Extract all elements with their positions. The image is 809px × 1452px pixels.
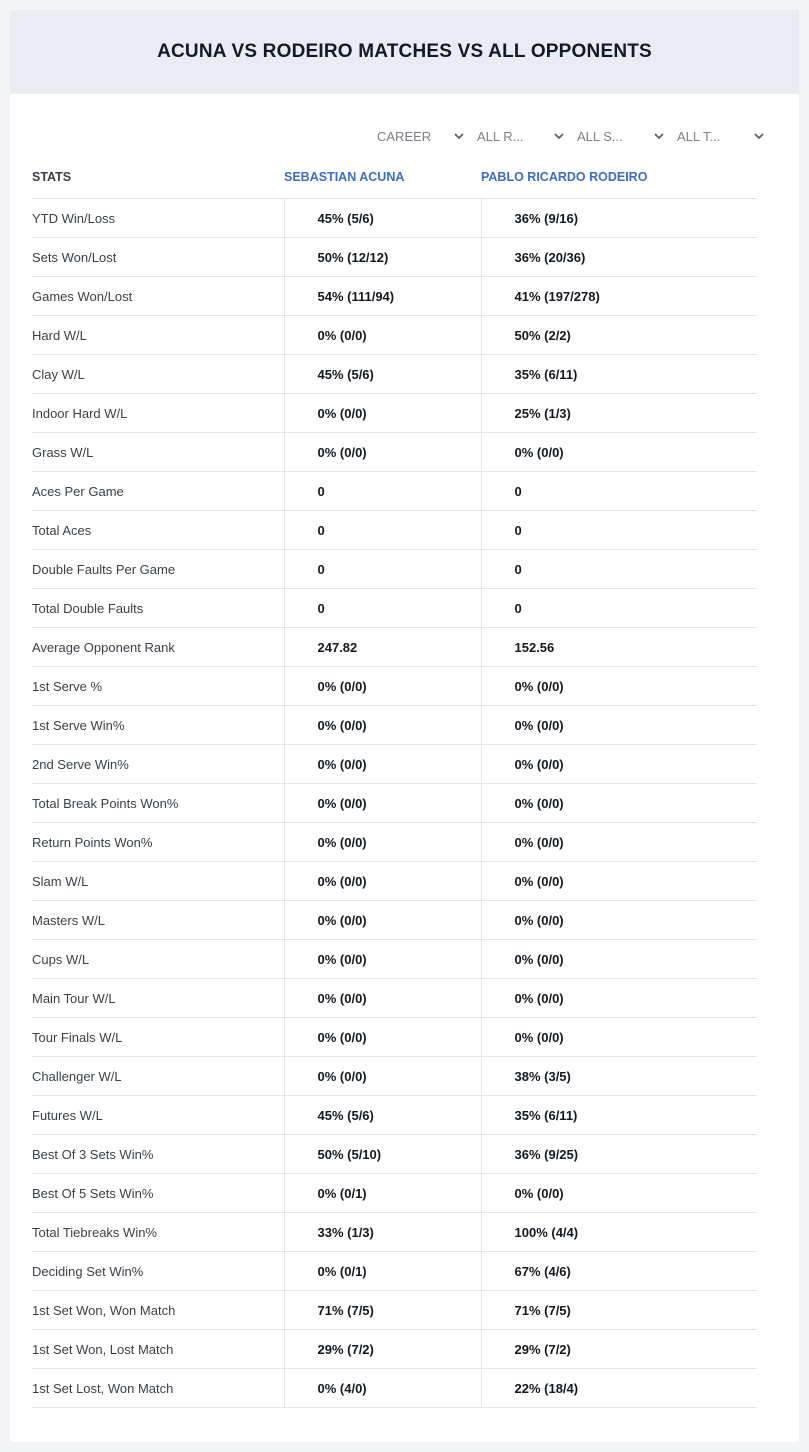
stat-label: Slam W/L	[32, 862, 284, 901]
player-2-value: 0	[481, 472, 757, 511]
filter-surface[interactable]	[567, 126, 667, 146]
player-1-value: 50% (5/10)	[284, 1135, 481, 1174]
player-2-value: 41% (197/278)	[481, 277, 757, 316]
player-1-value: 0% (0/0)	[284, 316, 481, 355]
column-header-player-2[interactable]: PABLO RICARDO RODEIRO	[481, 155, 757, 199]
player-1-value: 0% (0/1)	[284, 1252, 481, 1291]
player-2-value: 0	[481, 589, 757, 628]
table-row	[32, 238, 757, 277]
player-1-value: 0% (0/0)	[284, 901, 481, 940]
player-2-value: 0% (0/0)	[481, 745, 757, 784]
stat-label: Best Of 3 Sets Win%	[32, 1135, 284, 1174]
stat-label: Indoor Hard W/L	[32, 394, 284, 433]
player-2-value: 35% (6/11)	[481, 1096, 757, 1135]
player-1-value: 45% (5/6)	[284, 199, 481, 238]
player-2-value: 35% (6/11)	[481, 355, 757, 394]
player-1-value: 71% (7/5)	[284, 1291, 481, 1330]
stat-label: Sets Won/Lost	[32, 238, 284, 277]
player-2-value: 29% (7/2)	[481, 1330, 757, 1369]
player-1-value: 33% (1/3)	[284, 1213, 481, 1252]
table-row	[32, 628, 757, 667]
player-2-value: 152.56	[481, 628, 757, 667]
player-1-value: 0% (0/0)	[284, 940, 481, 979]
player-1-value: 50% (12/12)	[284, 238, 481, 277]
table-row	[32, 1291, 757, 1330]
player-1-value: 0% (0/0)	[284, 823, 481, 862]
player-2-value: 50% (2/2)	[481, 316, 757, 355]
player-1-value: 0	[284, 511, 481, 550]
player-2-value: 0% (0/0)	[481, 823, 757, 862]
table-row	[32, 940, 757, 979]
stat-label: 1st Set Won, Lost Match	[32, 1330, 284, 1369]
player-2-value: 71% (7/5)	[481, 1291, 757, 1330]
table-row	[32, 1213, 757, 1252]
page-title: ACUNA VS RODEIRO MATCHES VS ALL OPPONENTS	[157, 41, 652, 62]
stat-label: Return Points Won%	[32, 823, 284, 862]
player-2-value: 67% (4/6)	[481, 1252, 757, 1291]
table-row	[32, 589, 757, 628]
player-1-value: 54% (111/94)	[284, 277, 481, 316]
stat-label: 2nd Serve Win%	[32, 745, 284, 784]
column-header-player-1[interactable]: SEBASTIAN ACUNA	[284, 155, 481, 199]
filter-label: ALL R...	[477, 128, 524, 144]
stat-label: Clay W/L	[32, 355, 284, 394]
player-2-value: 0% (0/0)	[481, 1018, 757, 1057]
table-row	[32, 1135, 757, 1174]
player-1-value: 0	[284, 550, 481, 589]
player-1-value: 29% (7/2)	[284, 1330, 481, 1369]
player-2-value: 36% (9/25)	[481, 1135, 757, 1174]
table-row	[32, 1174, 757, 1213]
player-1-value: 0% (0/0)	[284, 979, 481, 1018]
player-1-value: 0% (0/0)	[284, 862, 481, 901]
filter-label: ALL S...	[577, 128, 623, 144]
stat-label: Games Won/Lost	[32, 277, 284, 316]
player-2-value: 0% (0/0)	[481, 940, 757, 979]
player-2-value: 25% (1/3)	[481, 394, 757, 433]
player-2-value: 0% (0/0)	[481, 979, 757, 1018]
table-row	[32, 667, 757, 706]
stat-label: Total Aces	[32, 511, 284, 550]
table-row	[32, 277, 757, 316]
player-1-value: 0% (0/0)	[284, 1057, 481, 1096]
stats-table	[32, 155, 757, 1408]
player-2-value: 0% (0/0)	[481, 1174, 757, 1213]
table-row	[32, 394, 757, 433]
stat-label: Aces Per Game	[32, 472, 284, 511]
stat-label: Total Tiebreaks Win%	[32, 1213, 284, 1252]
table-row	[32, 745, 757, 784]
stat-label: Deciding Set Win%	[32, 1252, 284, 1291]
table-row	[32, 472, 757, 511]
stat-label: Total Double Faults	[32, 589, 284, 628]
player-1-value: 0% (0/0)	[284, 667, 481, 706]
table-row	[32, 1018, 757, 1057]
table-row	[32, 1252, 757, 1291]
table-row	[32, 706, 757, 745]
player-1-value: 0	[284, 472, 481, 511]
filter-round[interactable]	[467, 126, 567, 146]
player-2-value: 0% (0/0)	[481, 433, 757, 472]
stat-label: Futures W/L	[32, 1096, 284, 1135]
stat-label: 1st Set Lost, Won Match	[32, 1369, 284, 1408]
table-row	[32, 1369, 757, 1408]
stat-label: Double Faults Per Game	[32, 550, 284, 589]
filter-label: CAREER	[377, 128, 432, 144]
stat-label: Main Tour W/L	[32, 979, 284, 1018]
filter-career[interactable]	[367, 126, 467, 146]
player-1-value: 0% (0/0)	[284, 784, 481, 823]
stat-label: 1st Serve Win%	[32, 706, 284, 745]
table-row	[32, 1096, 757, 1135]
stat-label: Masters W/L	[32, 901, 284, 940]
card-header	[10, 10, 799, 94]
table-row	[32, 199, 757, 238]
stat-label: 1st Serve %	[32, 667, 284, 706]
player-2-value: 38% (3/5)	[481, 1057, 757, 1096]
player-2-value: 100% (4/4)	[481, 1213, 757, 1252]
filter-label: ALL T...	[677, 128, 721, 144]
chevron-down-icon	[553, 130, 565, 142]
player-2-value: 0% (0/0)	[481, 667, 757, 706]
player-2-value: 22% (18/4)	[481, 1369, 757, 1408]
filter-tournament[interactable]	[667, 126, 767, 146]
player-1-value: 0% (0/0)	[284, 1018, 481, 1057]
table-row	[32, 784, 757, 823]
chevron-down-icon	[453, 130, 465, 142]
player-1-value: 0% (0/0)	[284, 745, 481, 784]
stat-label: Challenger W/L	[32, 1057, 284, 1096]
table-row	[32, 433, 757, 472]
stat-label: 1st Set Won, Won Match	[32, 1291, 284, 1330]
stat-label: Grass W/L	[32, 433, 284, 472]
stat-label: Average Opponent Rank	[32, 628, 284, 667]
player-2-value: 0	[481, 511, 757, 550]
table-row	[32, 1330, 757, 1369]
table-row	[32, 901, 757, 940]
player-1-value: 0% (0/0)	[284, 394, 481, 433]
table-row	[32, 1057, 757, 1096]
player-1-value: 0% (0/0)	[284, 706, 481, 745]
player-1-value: 247.82	[284, 628, 481, 667]
chevron-down-icon	[753, 130, 765, 142]
player-1-value: 0% (0/1)	[284, 1174, 481, 1213]
player-1-value: 0% (0/0)	[284, 433, 481, 472]
table-row	[32, 316, 757, 355]
stat-label: Cups W/L	[32, 940, 284, 979]
table-row	[32, 823, 757, 862]
stat-label: Total Break Points Won%	[32, 784, 284, 823]
player-1-value: 45% (5/6)	[284, 355, 481, 394]
filter-bar	[367, 126, 767, 146]
table-row	[32, 511, 757, 550]
player-2-value: 0	[481, 550, 757, 589]
player-2-value: 0% (0/0)	[481, 862, 757, 901]
table-row	[32, 862, 757, 901]
table-header-row	[32, 155, 757, 199]
player-2-value: 36% (9/16)	[481, 199, 757, 238]
stat-label: Hard W/L	[32, 316, 284, 355]
stat-label: Best Of 5 Sets Win%	[32, 1174, 284, 1213]
column-header-stats: STATS	[32, 155, 284, 199]
player-2-value: 36% (20/36)	[481, 238, 757, 277]
player-2-value: 0% (0/0)	[481, 706, 757, 745]
player-1-value: 0% (4/0)	[284, 1369, 481, 1408]
player-1-value: 0	[284, 589, 481, 628]
player-1-value: 45% (5/6)	[284, 1096, 481, 1135]
table-row	[32, 979, 757, 1018]
table-row	[32, 550, 757, 589]
table-row	[32, 355, 757, 394]
stat-label: YTD Win/Loss	[32, 199, 284, 238]
player-2-value: 0% (0/0)	[481, 901, 757, 940]
player-2-value: 0% (0/0)	[481, 784, 757, 823]
chevron-down-icon	[653, 130, 665, 142]
stat-label: Tour Finals W/L	[32, 1018, 284, 1057]
